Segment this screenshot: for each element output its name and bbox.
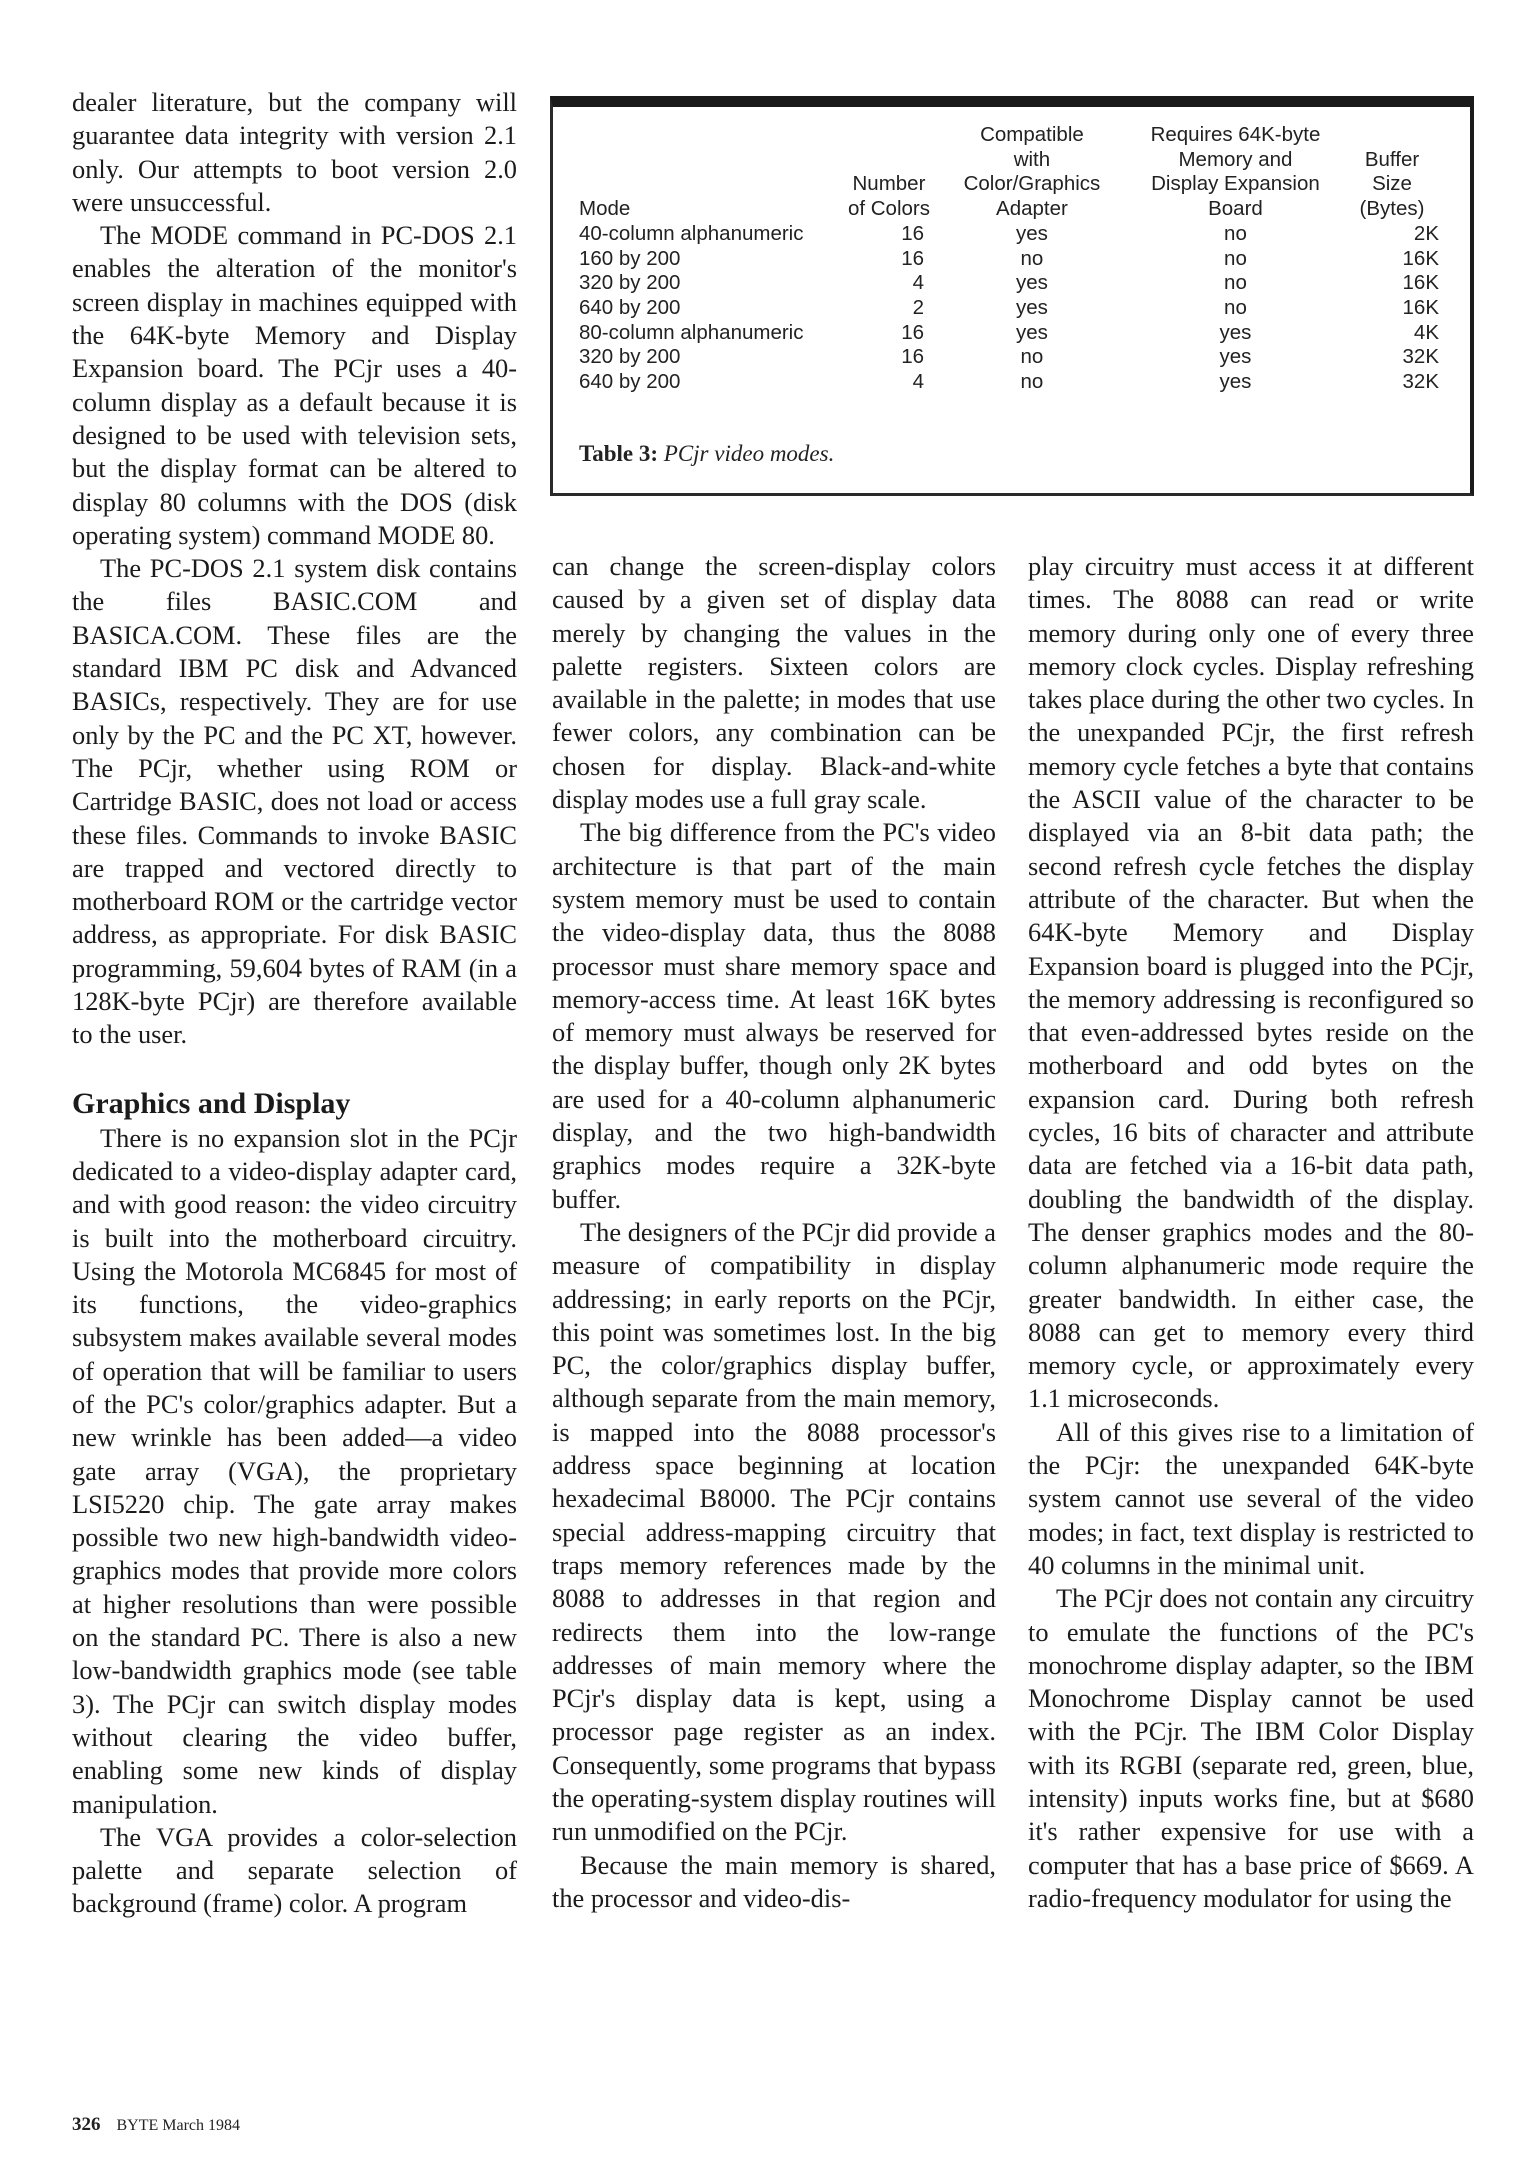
cell-compatible: no xyxy=(1020,345,1044,369)
table-row xyxy=(579,271,1439,296)
cell-compatible: yes xyxy=(1015,295,1048,319)
paragraph: All of this gives rise to a limitation of the PCjr: the unexpanded 64K-byte system cannot use several of the video modes; in fact, text display is restricted to 40 columns in the minimal unit. xyxy=(1028,1416,1474,1580)
table-row xyxy=(579,222,1439,247)
cell-mode: 160 by 200 xyxy=(579,246,681,270)
table-row xyxy=(579,345,1439,370)
cell-colors: 16 xyxy=(901,320,925,344)
cell-requires: no xyxy=(1224,295,1247,319)
cell-buffer: 16K xyxy=(1402,246,1439,270)
paragraph: The PC-DOS 2.1 system disk contains the files BASIC.COM and BASICA.COM. These files are the standard IBM PC disk and Advanced BASICs, respectively. They are for use only by the PC and the PC XT, however. The PCjr, whether using ROM or Cartridge BASIC, does not load or access these files. Commands to invoke BASIC are trapped and vectored directly to motherboard ROM or the cartridge vector address, as appropriate. For disk BASIC programming, 59,604 bytes of RAM (in a 128K-byte PCjr) are therefore available to the user. xyxy=(72,553,517,1050)
cell-buffer: 32K xyxy=(1402,370,1439,394)
column-3 xyxy=(1028,550,1474,1915)
cell-buffer: 4K xyxy=(1413,320,1439,344)
cell-compatible: yes xyxy=(1015,271,1048,295)
header-buffer-size: Buffer Size (Bytes) xyxy=(1359,147,1425,221)
cell-colors: 4 xyxy=(912,271,925,295)
paragraph: There is no expansion slot in the PCjr dedicated to a video-display adapter card, and with good reason: the video circuitry is built into the motherboard circuitry. Using the Motorola MC6845 for most of its functions, the video-graphics subsystem makes available several modes of operation that will be familiar to users of the PC's color/graphics adapter. But a new wrinkle has been added—a video gate array (VGA), the proprietary LSI5220 chip. The gate array makes possible two new high-bandwidth video-graphics modes that provide more colors at higher resolutions than were possible on the standard PC. There is also a new low-bandwidth graphics mode (see table 3). The PCjr can switch display modes without clearing the video buffer, enabling some new kinds of display manipulation. xyxy=(72,1122,517,1819)
header-colors: Number of Colors xyxy=(847,172,930,221)
paragraph: play circuitry must access it at different times. The 8088 can read or write memory during only one of every three memory clock cycles. Display refreshing takes place during the other two cycles. In the unexpanded PCjr, the first refresh memory cycle fetches a byte that contains the ASCII value of the character to be displayed via an 8-bit data path; the second refresh cycle fetches the display attribute of the character. But when the 64K-byte Memory and Display Expansion board is plugged into the PCjr, the memory addressing is reconfigured so that even-addressed bytes reside on the motherboard and odd bytes on the expansion card. During both refresh cycles, 16 bits of character and attribute data are fetched via a 16-bit data path, doubling the bandwidth of the display. The denser graphics modes and the 80-column alphanumeric mode require the greater bandwidth. In either case, the 8088 can get to memory every third memory cycle, or approximately every 1.1 microseconds. xyxy=(1028,551,1474,1414)
table-header-row xyxy=(579,123,1439,222)
publication-line: BYTE March 1984 xyxy=(116,2117,241,2134)
cell-buffer: 32K xyxy=(1402,345,1439,369)
column-1 xyxy=(72,86,517,1921)
table-row xyxy=(579,296,1439,321)
cell-requires: no xyxy=(1224,271,1247,295)
header-compatible: Compatible with Color/Graphics Adapter xyxy=(963,123,1101,221)
paragraph: The PCjr does not contain any circuitry to emulate the functions of the PC's monochrome display adapter, so the IBM Monochrome Display cannot be used with the PCjr. The IBM Color Display with its RGBI (separate red, green, blue, intensity) inputs works fine, but at $680 it's rather expensive for use with a computer that has a base price of $669. A radio-frequency modulator for using the xyxy=(1028,1583,1474,1913)
cell-colors: 16 xyxy=(901,221,925,245)
paragraph: can change the screen-display colors caused by a given set of display data merely by changing the values in the palette registers. Sixteen colors are available in the palette; in modes that use fewer colors, any combination can be chosen for display. Black-and-white display modes use a full gray scale. xyxy=(552,551,996,815)
table-caption xyxy=(579,441,834,467)
cell-compatible: no xyxy=(1020,370,1044,394)
cell-buffer: 16K xyxy=(1402,271,1439,295)
section-heading: Graphics and Display xyxy=(72,1086,351,1120)
cell-compatible: no xyxy=(1020,246,1044,270)
page-number: 326 xyxy=(72,2114,101,2135)
table-row xyxy=(579,247,1439,272)
header-requires-expansion: Requires 64K-byte Memory and Display Expansion Board xyxy=(1150,123,1321,221)
cell-requires: yes xyxy=(1219,370,1252,394)
page-footer xyxy=(72,2114,240,2136)
column-2 xyxy=(552,550,996,1915)
cell-colors: 16 xyxy=(901,345,925,369)
video-modes-table xyxy=(579,123,1439,395)
cell-requires: yes xyxy=(1219,345,1252,369)
cell-mode: 640 by 200 xyxy=(579,370,681,394)
cell-colors: 16 xyxy=(901,246,925,270)
table-3-box xyxy=(550,96,1474,496)
cell-mode: 40-column alphanumeric xyxy=(579,221,804,245)
table-row xyxy=(579,321,1439,346)
cell-requires: no xyxy=(1224,246,1247,270)
cell-mode: 80-column alphanumeric xyxy=(579,320,804,344)
paragraph: The MODE command in PC-DOS 2.1 enables the alteration of the monitor's screen display in machines equipped with the 64K-byte Memory and Display Expansion board. The PCjr uses a 40-column display as a default because it is designed to be used with television sets, but the display format can be altered to display 80 columns with the DOS (disk operating system) command MODE 80. xyxy=(72,220,517,550)
table-row xyxy=(579,370,1439,395)
cell-buffer: 2K xyxy=(1413,221,1439,245)
cell-mode: 320 by 200 xyxy=(579,345,681,369)
paragraph: dealer literature, but the company will guarantee data integrity with version 2.1 only. Our attempts to boot version 2.0 were unsuccessful. xyxy=(72,87,517,217)
cell-buffer: 16K xyxy=(1402,295,1439,319)
cell-colors: 2 xyxy=(912,295,925,319)
cell-requires: yes xyxy=(1219,320,1252,344)
paragraph: The big difference from the PC's video architecture is that part of the main system memory must be used to contain the video-display data, thus the 8088 processor must share memory space and memory-access time. At least 16K bytes of memory must always be reserved for the display buffer, though only 2K bytes are used for a 40-column alphanumeric display, and the two high-bandwidth graphics modes require a 32K-byte buffer. xyxy=(552,817,996,1214)
cell-colors: 4 xyxy=(912,370,925,394)
table-caption-label: Table 3: xyxy=(579,441,659,466)
header-mode: Mode xyxy=(579,197,631,221)
cell-mode: 640 by 200 xyxy=(579,295,681,319)
table-caption-text: PCjr video modes. xyxy=(663,441,835,466)
cell-requires: no xyxy=(1224,221,1247,245)
cell-compatible: yes xyxy=(1015,320,1048,344)
cell-mode: 320 by 200 xyxy=(579,271,681,295)
cell-compatible: yes xyxy=(1015,221,1048,245)
paragraph: The VGA provides a color-selection palette and separate selection of background (frame) color. A program xyxy=(72,1821,517,1919)
paragraph: Because the main memory is shared, the processor and video-dis- xyxy=(552,1849,996,1913)
paragraph: The designers of the PCjr did provide a measure of compatibility in display addressing; in early reports on the PCjr, this point was sometimes lost. In the big PC, the color/graphics display buffer, although separate from the main memory, is mapped into the 8088 processor's address space beginning at location hexadecimal B8000. The PCjr contains special address-mapping circuitry that traps memory references made by the 8088 to addresses in that region and redirects them into the low-range addresses of main memory where the PCjr's display data is kept, using a processor page register as an index. Consequently, some programs that bypass the operating-system display routines will run unmodified on the PCjr. xyxy=(552,1216,996,1847)
